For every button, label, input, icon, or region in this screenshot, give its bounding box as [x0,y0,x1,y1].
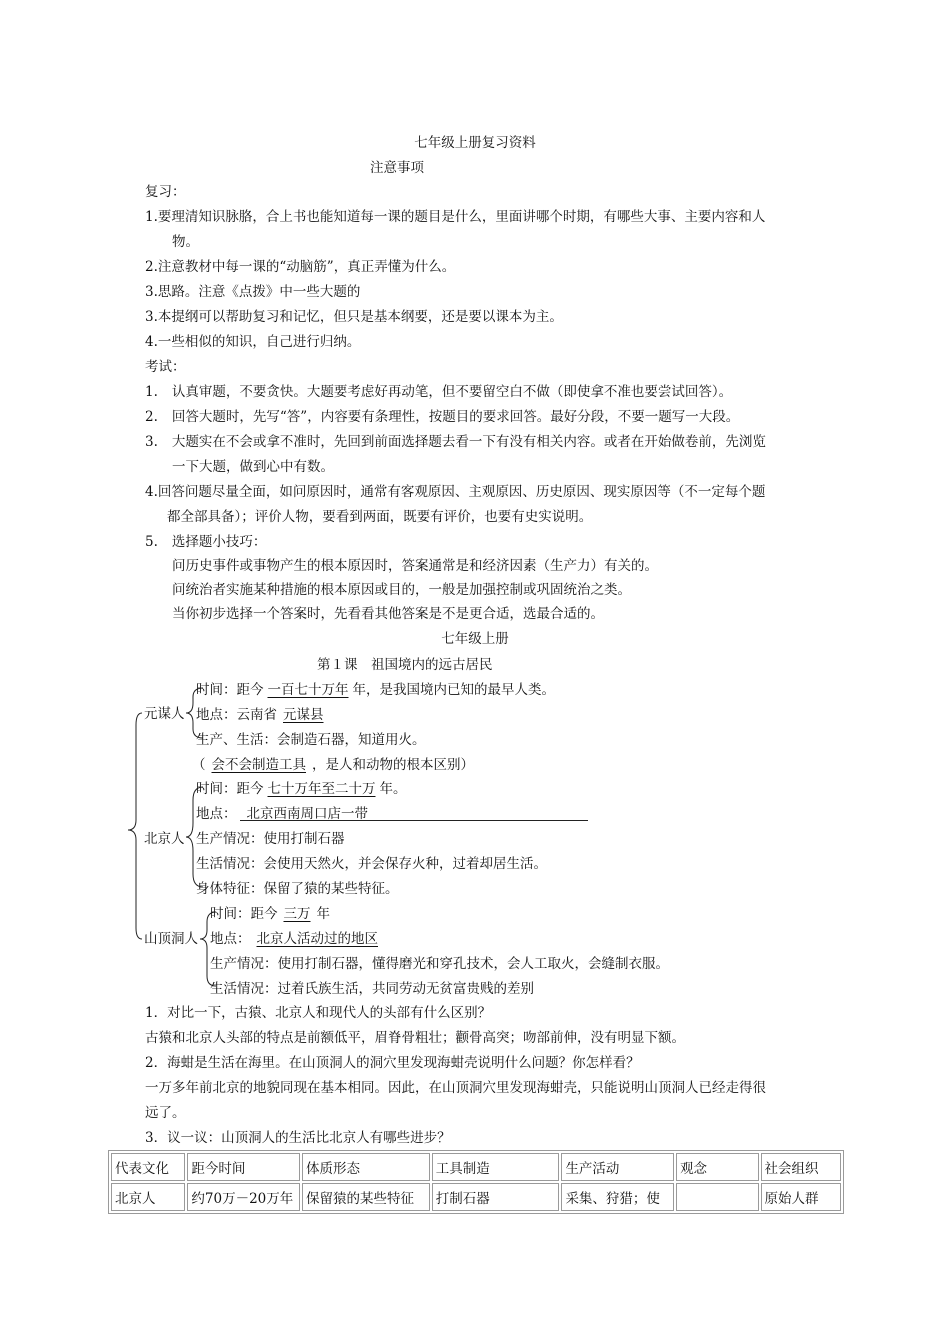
yuanmou-place-value: 元谋县 [283,707,324,723]
table-header-cell: 生产活动 [561,1153,674,1181]
shanding-production: 生产情况：使用打制石器，懂得磨光和穿孔技术，会人工取火，会缝制衣服。 [210,956,669,972]
exam-tip-1: 问历史事件或事物产生的根本原因时，答案通常是和经济因素（生产力）有关的。 [172,558,658,574]
beijing-label: 北京人 [144,831,185,847]
exam-item-5 [145,533,266,551]
document-title: 七年级上册复习资料 [414,135,536,151]
table-cell: 打制石器 [432,1183,560,1211]
field-suffix: ，是人和动物的根本区别） [312,757,474,773]
exam-item-4 [145,483,765,501]
document-subtitle: 注意事项 [370,160,424,176]
exam-item-4-continued: 都全部具备）；评价人物，要看到两面，既要有评价，也要有史实说明。 [167,509,593,525]
shanding-place [210,930,384,948]
field-label: 时间：距今 [196,781,264,797]
outer-brace [128,713,142,939]
question-1: 1．对比一下，古猿、北京人和现代人的头部有什么区别？ [145,1005,492,1021]
item-number: 2. [145,409,158,425]
beijing-place-value: 北京西南周口店一带 [246,806,368,822]
exam-heading: 考试： [145,359,186,375]
question-2: 2．海蚶是生活在海里。在山顶洞人的洞穴里发现海蚶壳说明什么问题？你怎样看？ [145,1055,640,1071]
item-text: 认真审题，不要贪快。大题要考虑好再动笔，但不要留空白不做（即使拿不准也要尝试回答）。 [171,384,733,400]
field-label: 地点： [196,806,237,822]
beijing-place-underline [240,820,588,821]
beijing-time [196,780,407,798]
beijing-production: 生产情况：使用打制石器 [196,831,345,847]
yuanmou-life: 生产、生活：会制造石器，知道用火。 [196,732,426,748]
table-header-cell: 社会组织 [761,1153,841,1181]
item-text: 回答大题时，先写“答”，内容要有条理性，按题目的要求回答。最好分段，不要一题写一大段。 [171,409,740,425]
lesson-title: 第１课 祖国境内的远古居民 [317,657,493,673]
exam-item-3 [145,433,766,451]
yuanmou-note [192,756,474,774]
answer-2: 一万多年前北京的地貌同现在基本相同。因此，在山顶洞穴里发现海蚶壳，只能说明山顶洞人已经走得很 [145,1080,766,1096]
table-header-cell: 工具制造 [432,1153,560,1181]
review-heading: 复习： [145,184,186,200]
item-number: 1. [145,209,158,225]
answer-1: 古猿和北京人头部的特点是前额低平，眉脊骨粗壮；颧骨高突；吻部前伸，没有明显下额。 [145,1030,685,1046]
table-header-row [111,1153,841,1181]
field-suffix: 年，是我国境内已知的最早人类。 [352,682,555,698]
beijing-life: 生活情况：会使用天然火，并会保存火种，过着却居生活。 [196,856,547,872]
item-text: 要理清知识脉胳，合上书也能知道每一课的题目是什么，里面讲哪个时期，有哪些大事、主要内容和人 [157,209,766,225]
item-number: 2. [145,259,158,275]
item-number: 1. [145,384,158,400]
beijing-time-value: 七十万年至二十万 [267,781,376,797]
item-text: 思路。注意《点拨》中一些大题的 [157,284,361,300]
shanding-life: 生活情况：过着氏族生活，共同劳动无贫富贵贱的差别 [210,981,534,997]
book-title: 七年级上册 [441,631,509,647]
review-item-5 [145,333,360,351]
item-text: 选择题小技巧： [171,534,267,550]
exam-item-3-continued: 一下大题，做到心中有数。 [172,459,334,475]
table-cell: 保留猿的某些特征 [302,1183,430,1211]
table-header-cell: 代表文化 [111,1153,185,1181]
field-suffix: 年。 [379,781,407,797]
item-number: 5. [145,534,158,550]
table-cell: 原始人群 [761,1183,841,1211]
item-number: 4. [145,334,158,350]
exam-item-2 [145,408,739,426]
item-number: 4. [145,484,158,500]
answer-2-continued: 远了。 [145,1105,186,1121]
review-item-1 [145,208,765,226]
exam-tip-2: 问统治者实施某种措施的根本原因或目的，一般是加强控制或巩固统治之类。 [172,582,631,598]
yuanmou-note-value: 会不会制造工具 [211,757,306,773]
table-cell: 约70万－20万年 [187,1183,300,1211]
table-header-cell: 体质形态 [302,1153,430,1181]
table-cell: 采集、狩猎；使 [561,1183,674,1211]
item-text: 一些相似的知识，自己进行归纳。 [157,334,361,350]
yuanmou-time-value: 一百七十万年 [267,682,349,698]
exam-item-1 [145,383,732,401]
table-header-cell: 距今时间 [187,1153,300,1181]
review-item-2 [145,258,455,276]
shanding-time [210,905,330,923]
shanding-label: 山顶洞人 [144,931,198,947]
table-header-cell: 观念 [676,1153,758,1181]
item-text: 注意教材中每一课的“动脑筋”，真正弄懂为什么。 [157,259,456,275]
field-label: 时间：距今 [210,906,278,922]
table-row [111,1183,841,1211]
beijing-body: 身体特征：保留了猿的某些特征。 [196,881,399,897]
item-text: 回答问题尽量全面，如问原因时，通常有客观原因、主观原因、历史原因、现实原因等（不一定每个题 [157,484,766,500]
exam-tip-3: 当你初步选择一个答案时，先看看其他答案是不是更合适，选最合适的。 [172,606,604,622]
field-label: 地点： [210,931,251,947]
yuanmou-time [196,681,555,699]
shanding-brace [200,912,216,986]
yuanmou-label: 元谋人 [144,706,185,722]
item-number: 3. [145,309,158,325]
shanding-place-value: 北京人活动过的地区 [256,931,378,947]
item-number: 3. [145,284,158,300]
question-3: 3．议一议：山顶洞人的生活比北京人有哪些进步？ [145,1130,451,1146]
shanding-time-value: 三万 [283,906,311,922]
table-cell: 北京人 [111,1183,185,1211]
item-number: 3. [145,434,158,450]
review-item-4 [145,308,563,326]
review-item-3 [145,283,360,301]
review-item-1-continued: 物。 [172,234,199,250]
paren-open: （ [192,757,206,773]
field-label: 地点：云南省 [196,707,277,723]
item-text: 大题实在不会或拿不准时，先回到前面选择题去看一下有没有相关内容。或者在开始做卷前，先浏览 [171,434,766,450]
summary-table [108,1150,844,1214]
field-suffix: 年 [316,906,330,922]
yuanmou-place [196,706,330,724]
item-text: 本提纲可以帮助复习和记忆，但只是基本纲要，还是要以课本为主。 [157,309,563,325]
field-label: 时间：距今 [196,682,264,698]
table-cell [676,1183,758,1211]
